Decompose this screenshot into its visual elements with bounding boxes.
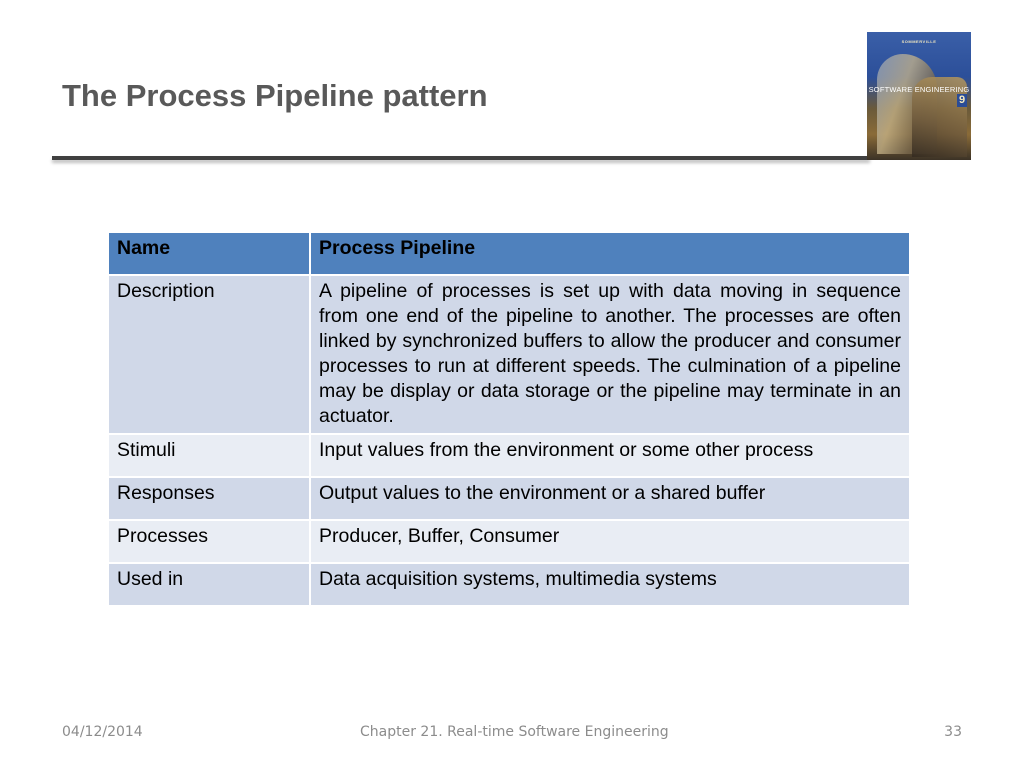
pattern-table [107,231,911,607]
row-value-used-in: Data acquisition systems, multimedia systems [310,563,910,606]
header-value-cell: Process Pipeline [310,232,910,275]
book-cover-image [867,32,971,160]
footer-page-number: 33 [944,724,962,740]
slide-title: The Process Pipeline pattern [62,78,488,113]
row-value-description: A pipeline of processes is set up with data moving in sequence from one end of the pipeline to another. The processes are often linked by synchronized buffers to allow the producer and consumer processes to run at different speeds. The culmination of a pipeline may be display or data storage or the pipeline may terminate in an actuator. [310,275,910,434]
table-row [108,434,910,477]
footer-date: 04/12/2014 [62,724,143,740]
table-row [108,275,910,434]
title-rule [52,156,870,160]
row-label-description: Description [108,275,310,434]
table-row [108,563,910,606]
row-label-stimuli: Stimuli [108,434,310,477]
row-label-responses: Responses [108,477,310,520]
cover-author: SOMMERVILLE [901,39,937,44]
cover-book-title: SOFTWARE ENGINEERING [868,85,970,94]
footer-chapter-title: Chapter 21. Real-time Software Engineering [360,724,669,740]
table-row [108,520,910,563]
row-label-used-in: Used in [108,563,310,606]
row-value-stimuli: Input values from the environment or some other process [310,434,910,477]
cover-edition: 9 [958,94,966,106]
table-row [108,477,910,520]
row-value-processes: Producer, Buffer, Consumer [310,520,910,563]
row-value-responses: Output values to the environment or a shared buffer [310,477,910,520]
header-label-cell: Name [108,232,310,275]
table-header-row [108,232,910,275]
row-label-processes: Processes [108,520,310,563]
